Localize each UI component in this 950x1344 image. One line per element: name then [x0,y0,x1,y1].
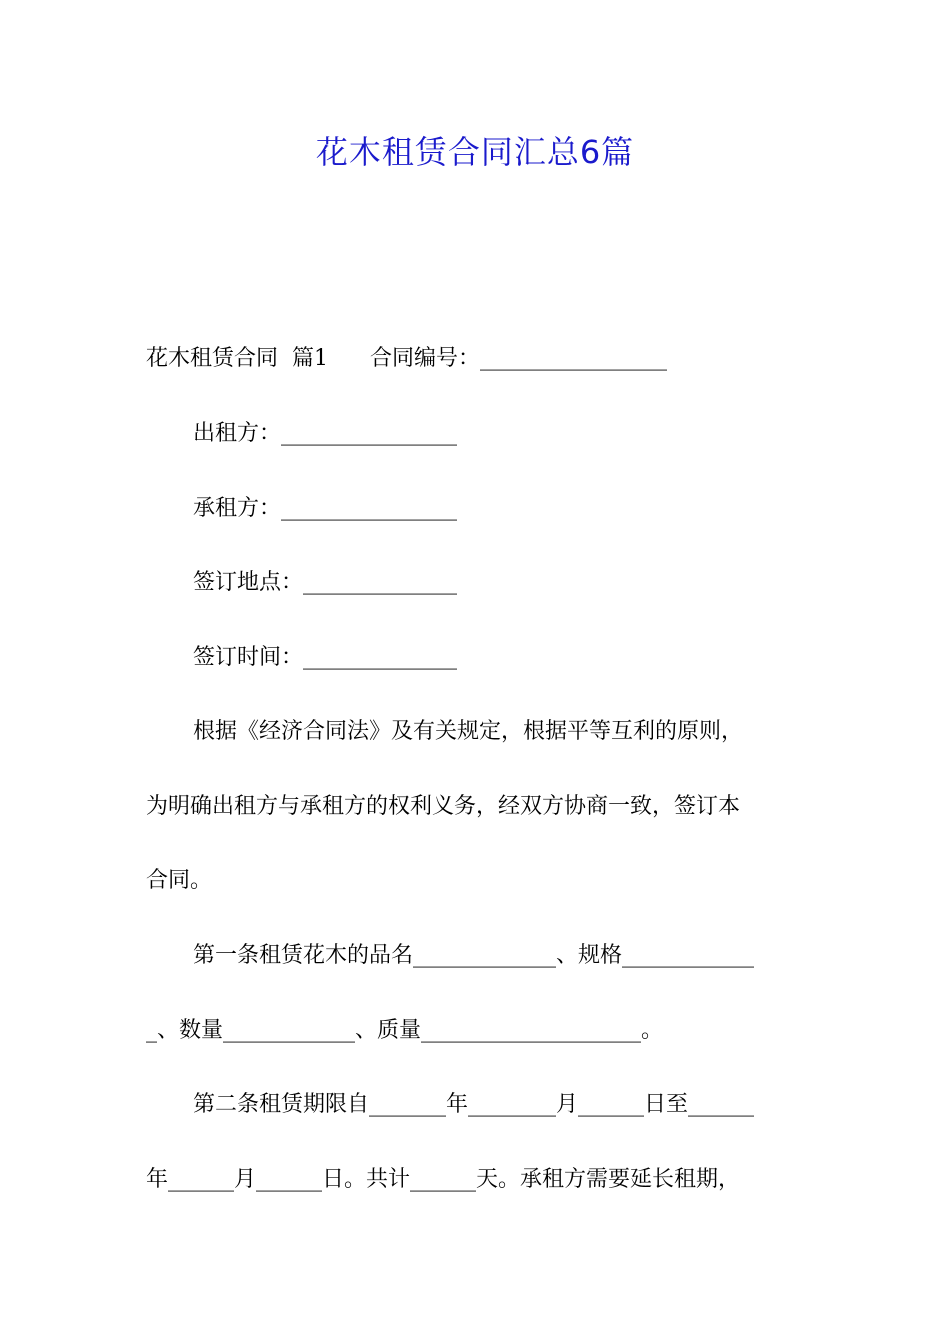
lessor-line: 出租方：________________ [193,421,458,446]
document-title: 花木租赁合同汇总6篇 [315,133,635,171]
article-1-line-1: 第一条租赁花木的品名_____________、规格____________ [193,943,755,968]
preamble-line-3: 合同。 [146,868,213,893]
article-1-line-2: _、数量____________、质量____________________。 [146,1018,664,1043]
signing-time-line: 签订时间：______________ [193,645,458,670]
lessee-line: 承租方：________________ [193,496,458,521]
contract-heading-line: 花木租赁合同 篇1 合同编号：_________________ [146,346,667,371]
preamble-line-1: 根据《经济合同法》及有关规定，根据平等互利的原则， [193,719,744,744]
preamble-line-2: 为明确出租方与承租方的权利义务，经双方协商一致，签订本 [146,794,741,819]
article-2-line-1: 第二条租赁期限自_______年________月______日至______ [193,1092,755,1117]
signing-place-line: 签订地点：______________ [193,570,458,595]
article-2-line-2: 年______月______日。共计______天。承租方需要延长租期， [146,1167,741,1192]
